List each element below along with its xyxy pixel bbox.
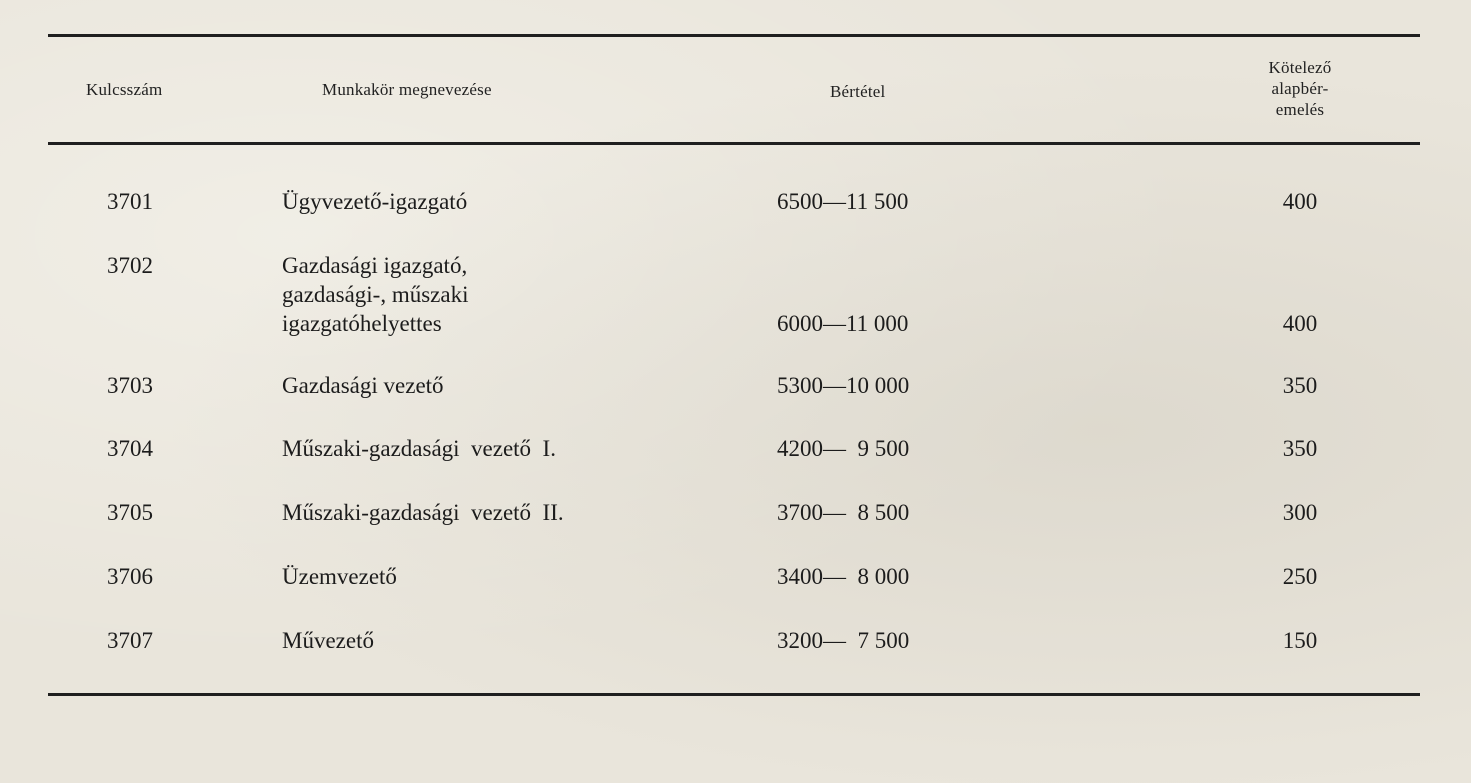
- row-3703-wage: 5300—10 000: [777, 373, 910, 398]
- row-3707-raise: 150: [1282, 628, 1318, 653]
- row-3706-key: 3706: [107, 564, 153, 589]
- row-3704-key: 3704: [107, 436, 153, 461]
- header-job-name: Munkakör megnevezése: [322, 80, 492, 99]
- header-mandatory-raise: [1240, 57, 1360, 120]
- row-3705-key: 3705: [107, 500, 153, 525]
- row-3701-wage: 6500—11 500: [777, 189, 909, 214]
- header-raise-line-1: Kötelező: [1268, 58, 1332, 77]
- row-3703-key: 3703: [107, 373, 153, 398]
- row-3702-wage: 6000—11 000: [777, 311, 909, 336]
- row-3702-name-line-2: gazdasági-, műszaki: [282, 282, 469, 307]
- row-3702-name-line-1: Gazdasági igazgató,: [282, 253, 468, 278]
- row-3703-name: Gazdasági vezető: [282, 373, 444, 398]
- row-3706-raise: 250: [1282, 564, 1318, 589]
- row-3705-wage: 3700— 8 500: [777, 500, 910, 525]
- header-key: Kulcsszám: [86, 80, 163, 99]
- row-3701-raise: 400: [1282, 189, 1318, 214]
- table-header-rule: [48, 142, 1420, 145]
- row-3704-name: Műszaki-gazdasági vezető I.: [282, 436, 556, 461]
- row-3706-name: Üzemvezető: [282, 564, 397, 589]
- row-3704-wage: 4200— 9 500: [777, 436, 910, 461]
- row-3702-key: 3702: [107, 253, 153, 278]
- row-3704-raise: 350: [1282, 436, 1318, 461]
- row-3706-wage: 3400— 8 000: [777, 564, 910, 589]
- row-3705-raise: 300: [1282, 500, 1318, 525]
- table-top-rule: [48, 34, 1420, 37]
- row-3707-key: 3707: [107, 628, 153, 653]
- row-3701-key: 3701: [107, 189, 153, 214]
- row-3703-raise: 350: [1282, 373, 1318, 398]
- header-raise-line-3: emelés: [1275, 100, 1325, 119]
- row-3701-name: Ügyvezető-igazgató: [282, 189, 468, 214]
- row-3702-name-line-3: igazgatóhelyettes: [282, 311, 442, 336]
- row-3707-name: Művezető: [282, 628, 374, 653]
- header-raise-line-2: alapbér-: [1271, 79, 1329, 98]
- row-3702-raise: 400: [1282, 311, 1318, 336]
- table-bottom-rule: [48, 693, 1420, 696]
- row-3707-wage: 3200— 7 500: [777, 628, 910, 653]
- header-wage: Bértétel: [830, 82, 886, 101]
- row-3705-name: Műszaki-gazdasági vezető II.: [282, 500, 564, 525]
